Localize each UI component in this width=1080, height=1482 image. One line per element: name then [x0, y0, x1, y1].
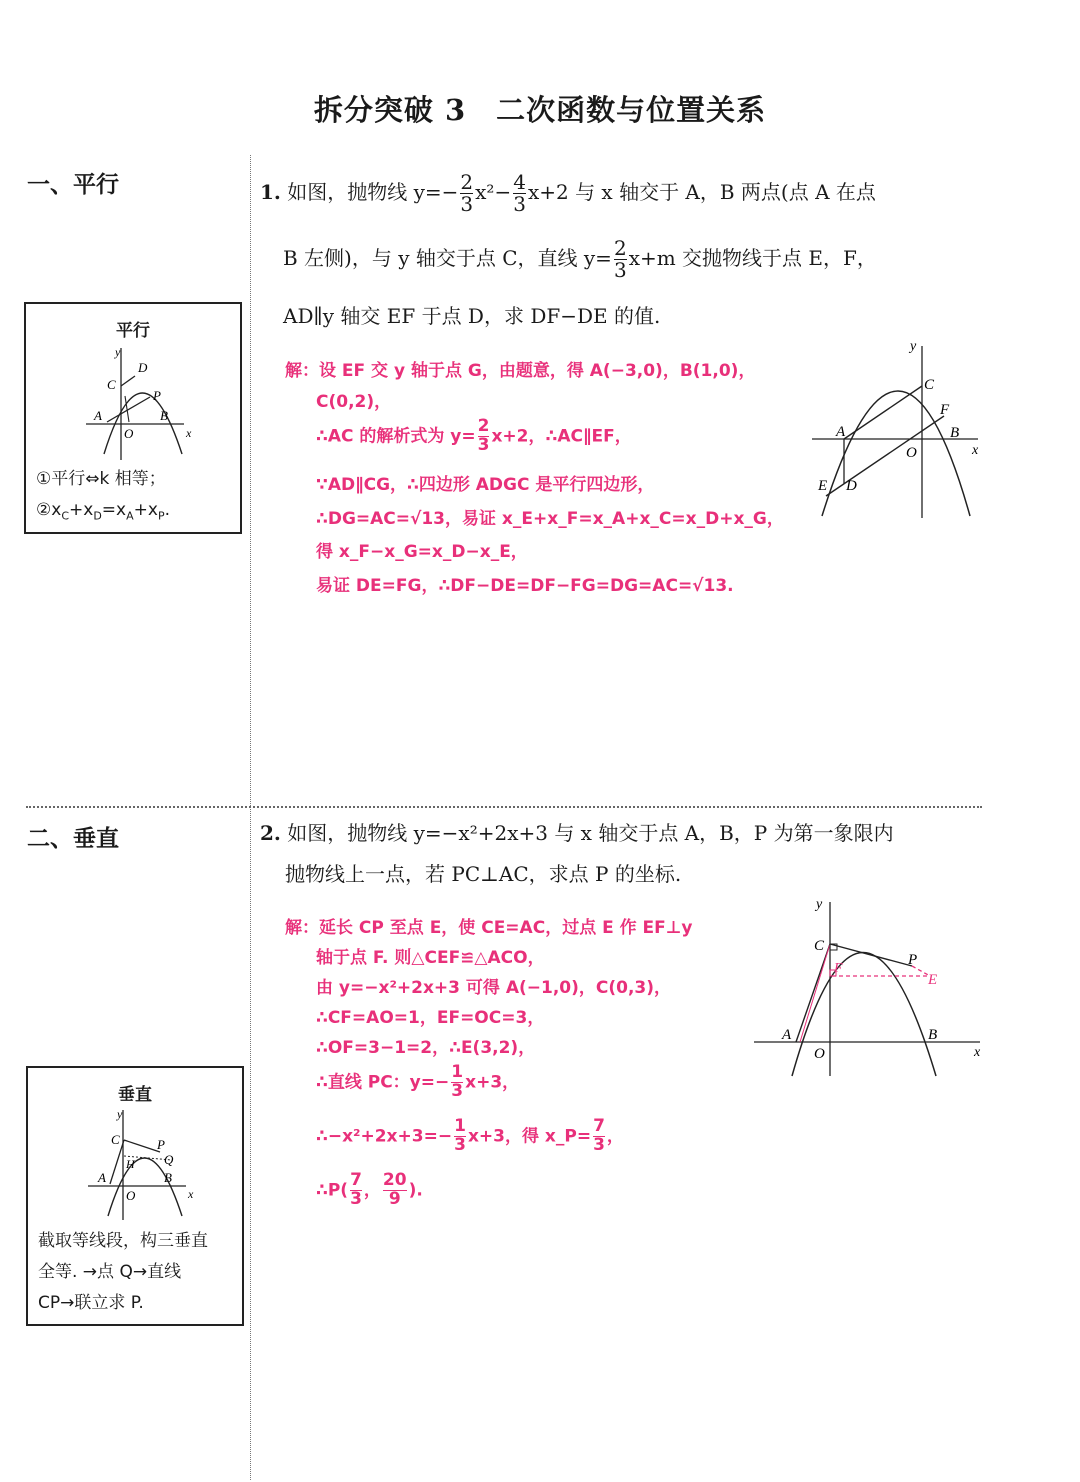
line-cp — [124, 1140, 160, 1152]
q2-solution-line2: 轴于点 F. 则△CEF≌△ACO， — [316, 948, 545, 968]
q2-line1: 2. 如图，抛物线 y=−x²+2x+3 与 x 轴交于点 A，B，P 为第一象限内 — [260, 821, 894, 845]
q2-solution-line8: ∴P( $\frac{7}{3}$ ， $\frac{20}{9}$ ). — [316, 1170, 423, 1209]
q1-line2: B 左侧)，与 y 轴交于点 C，直线 y= $\frac{2}{3}$ x+m 交抛物线于点 E，F， — [283, 236, 877, 282]
q1-solution-line4: ∵AD∥CG，∴四边形 ADGC 是平行四边形， — [316, 475, 655, 495]
aux-line — [800, 944, 830, 1042]
tip-parallel-figure — [82, 342, 212, 462]
section-perpendicular-heading: 二、垂直 — [27, 826, 119, 852]
q1-line1: 1. 如图，抛物线 y=− $\frac{2}{3}$ x²− $\frac{4}{3}$ x+2 与 x 轴交于 A，B 两点(点 A 在点 — [260, 170, 876, 216]
label-h: H — [126, 1157, 135, 1171]
label-b: B — [928, 1027, 938, 1043]
label-x: x — [974, 1045, 981, 1060]
q1-solution-line7: 易证 DE=FG，∴DF−DE=DF−FG=DG=AC=√13. — [316, 576, 734, 596]
q1-solution-line3: ∴AC 的解析式为 y= $\frac{2}{3}$ x+2，∴AC∥EF， — [316, 416, 632, 455]
q1-line3: AD∥y 轴交 EF 于点 D，求 DF−DE 的值. — [283, 304, 661, 328]
q2-solution-line5: ∴OF=3−1=2，∴E(3,2)， — [316, 1038, 536, 1058]
label-y: y — [910, 339, 917, 354]
label-a: A — [94, 408, 102, 423]
tip-box-perpendicular — [26, 1066, 244, 1326]
tip-perpendicular-line3: CP→联立求 P. — [38, 1293, 144, 1313]
q2-solution-line7: ∴−x²+2x+3=− $\frac{1}{3}$ x+3，得 x_P= $\frac{7}{3}$ ， — [316, 1116, 624, 1155]
label-e: E — [818, 478, 828, 494]
label-o: O — [124, 426, 134, 441]
label-o: O — [906, 445, 917, 461]
line-ac — [796, 944, 830, 1042]
line-ac — [844, 386, 922, 439]
label-b: B — [164, 1170, 172, 1185]
label-q: Q — [164, 1152, 174, 1167]
q2-solution-line1: 解：延长 CP 至点 E，使 CE=AC，过点 E 作 EF⊥y — [285, 918, 693, 938]
q2-line2: 抛物线上一点，若 PC⊥AC，求点 P 的坐标. — [285, 862, 682, 886]
q2-solution-line3: 由 y=−x²+2x+3 可得 A(−1,0)，C(0,3)， — [316, 978, 672, 998]
tip-parallel-line1: ①平行⇔k 相等； — [36, 469, 166, 489]
label-p: P — [157, 1137, 165, 1152]
tip-parallel-line2: $②x_C+x_D=x_A+x_P$. — [36, 500, 170, 523]
label-p: P — [153, 388, 161, 403]
tip-box-perpendicular-title: 垂直 — [118, 1085, 152, 1105]
page-title: 拆分突破 3 二次函数与位置关系 — [313, 93, 767, 127]
label-f: F — [940, 402, 950, 418]
label-d: D — [846, 478, 857, 494]
q1-solution-line6: 得 x_F−x_G=x_D−x_E， — [316, 542, 528, 562]
label-x: x — [186, 426, 192, 440]
label-a: A — [782, 1027, 792, 1043]
line-cd — [121, 376, 135, 386]
label-a: A — [98, 1170, 106, 1185]
q1-figure — [806, 336, 992, 526]
q2-solution-line4: ∴CF=AO=1，EF=OC=3， — [316, 1008, 545, 1028]
label-y: y — [816, 897, 823, 912]
tip-box-parallel — [24, 302, 242, 534]
label-x: x — [972, 443, 979, 458]
label-x: x — [188, 1187, 194, 1201]
label-a: A — [836, 424, 846, 440]
q1-solution-line5: ∴DG=AC=√13，易证 x_E+x_F=x_A+x_C=x_D+x_G， — [316, 509, 784, 529]
label-y: y — [115, 345, 121, 359]
label-c: C — [111, 1132, 120, 1147]
section-parallel-heading: 一、平行 — [27, 172, 119, 198]
label-p: P — [908, 952, 918, 968]
tip-box-parallel-title: 平行 — [116, 321, 150, 341]
label-b: B — [160, 408, 168, 423]
label-b: B — [950, 425, 960, 441]
label-f: F — [834, 961, 843, 976]
label-c: C — [107, 377, 116, 392]
column-divider — [250, 155, 251, 1480]
section-divider — [26, 806, 982, 808]
label-e: E — [928, 972, 938, 988]
q2-figure — [750, 894, 990, 1080]
tip-perpendicular-line1: 截取等线段，构三垂直 — [38, 1231, 208, 1251]
label-d: D — [138, 360, 148, 375]
label-o: O — [126, 1188, 136, 1203]
tip-perpendicular-figure — [84, 1104, 214, 1224]
label-c: C — [814, 938, 825, 954]
tip-perpendicular-line2: 全等. →点 Q→直线 — [38, 1262, 182, 1282]
label-y: y — [117, 1107, 123, 1121]
label-c: C — [924, 377, 935, 393]
q1-solution-line1: 解：设 EF 交 y 轴于点 G，由题意，得 A(−3,0)，B(1,0)， — [285, 361, 756, 381]
q2-solution-line6: ∴直线 PC：y=− $\frac{1}{3}$ x+3， — [316, 1062, 520, 1101]
q1-solution-line2: C(0,2)， — [316, 392, 392, 412]
label-o: O — [814, 1046, 825, 1062]
